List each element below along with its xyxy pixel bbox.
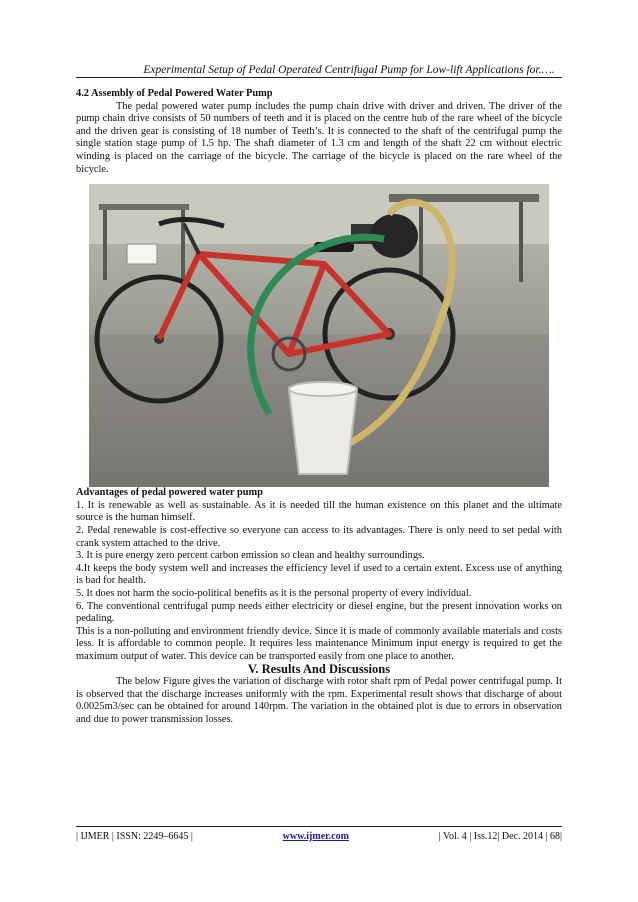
advantage-item-6: 6. The conventional centrifugal pump needs either electricity or diesel engine, but the present innovation works on pedaling. <box>76 600 562 625</box>
footer-rule <box>76 826 562 827</box>
page-content <box>76 88 562 726</box>
label-sign <box>127 244 157 264</box>
advantage-item-3: 3. It is pure energy zero percent carbon emission so clean and healthy surroundings. <box>76 550 425 562</box>
advantages-heading: Advantages of pedal powered water pump <box>76 487 263 499</box>
page-footer <box>76 831 562 842</box>
advantage-item-2: 2. Pedal renewable is cost-effective so everyone can access to its advantages. There is only need to set pedal with crank system attached to the drive. <box>76 524 562 549</box>
section-4-2-heading: 4.2 Assembly of Pedal Powered Water Pump <box>76 88 273 99</box>
water-bucket <box>289 389 357 474</box>
footer-volume-info: | Vol. 4 | Iss.12| Dec. 2014 | 68| <box>438 831 562 842</box>
wall-region <box>89 184 549 244</box>
bucket-rim <box>289 382 357 396</box>
bicycle-pump-photo <box>89 184 549 487</box>
footer-journal-info: | IJMER | ISSN: 2249–6645 | <box>76 831 193 842</box>
section-5-heading: V. Results And Discussions <box>247 662 391 677</box>
bench-leg <box>419 202 423 282</box>
running-header: Experimental Setup of Pedal Operated Centrifugal Pump for Low-lift Applications for.…. <box>143 64 555 76</box>
bench-leg <box>519 202 523 282</box>
bicycle-pump-illustration <box>89 184 549 487</box>
table-leg <box>103 210 107 280</box>
section-5-paragraph: The below Figure gives the variation of discharge with rotor shaft rpm of Pedal power centrifugal pump. It is observed that the discharge increases uniformly with the rpm. Experimental result shows that discharge of about 0.0025m3/sec can be obtained for around 140rpm. The variation in the obtained plot is due to errors in observation and due to power transmission losses. <box>76 676 562 725</box>
header-rule <box>76 77 562 78</box>
advantage-item-4: 4.It keeps the body system well and increases the efficiency level if used to a certain extent. Excess use of anything is bad for health. <box>76 562 562 587</box>
table-top <box>99 204 189 210</box>
section-4-2-paragraph: The pedal powered water pump includes the pump chain drive with driver and driven. The driver of the pump chain drive consists of 50 numbers of teeth and it is placed on the centre hub of the rare wheel of the bicycle and the driven gear is consisting of 18 number of Teeth’s. It is connected to the shaft of the centrifugal pump the single station stage pump of 1.5 hp. The shaft diameter of 1.3 cm and length of the shaft 22 cm without electric winding is placed on the carriage of the bicycle. The carriage of the bicycle is placed on the rare wheel of the bicycle. <box>76 100 562 175</box>
advantages-summary: This is a non-polluting and environment friendly device. Since it is made of commonly available materials and costs less. It is affordable to common people. It requires less maintenance Minimum input energy is required to get the maximum output of water. This device can be transported easily from one place to another. <box>76 625 562 662</box>
advantage-item-5: 5. It does not harm the socio-political benefits as it is the personal property of every individual. <box>76 587 472 599</box>
footer-website-link[interactable]: www.ijmer.com <box>282 831 349 842</box>
advantage-item-1: 1. It is renewable as well as sustainable. As it is needed till the human existence on this planet and the ultimate source is the human himself. <box>76 499 562 524</box>
